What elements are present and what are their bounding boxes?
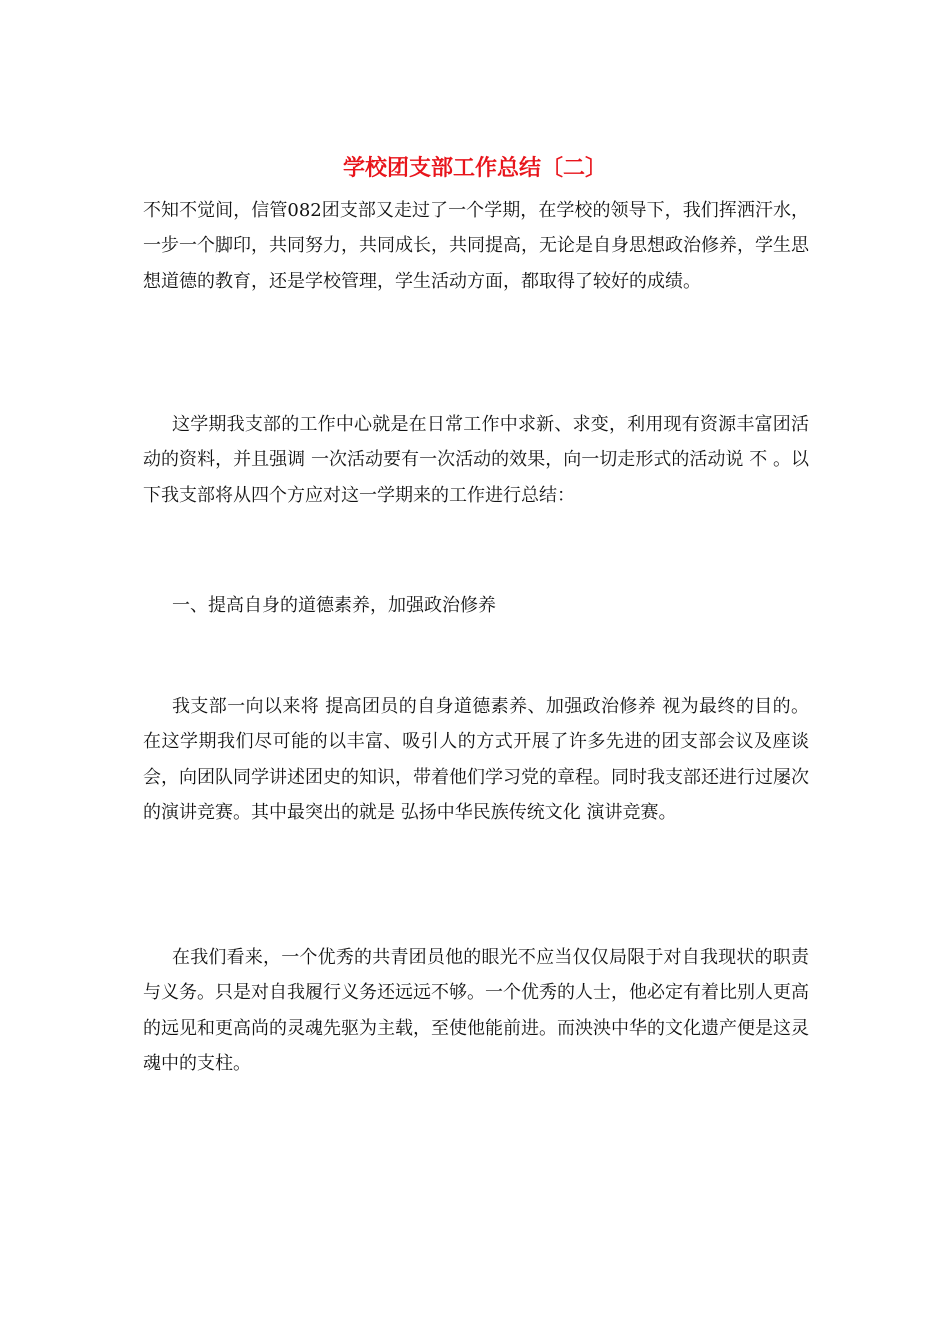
section-heading-1: 一、提高自身的道德素养，加强政治修养 <box>172 595 496 616</box>
paragraph-work-focus: 这学期我支部的工作中心就是在日常工作中求新、求变，利用现有资源丰富团活动的资料，并且强调 一次活动要有一次活动的效果，向一切走形式的活动说 不 。以下我支部将从四个方应对这一学期来的工作进行总结： <box>143 414 809 506</box>
paragraph-moral-cultivation: 我支部一向以来将 提高团员的自身道德素养、加强政治修养 视为最终的目的。在这学期我们尽可能的以丰富、吸引人的方式开展了许多先进的团支部会议及座谈会，向团队同学讲述团史的知识，带着他们学习党的章程。同时我支部还进行过屡次的演讲竞赛。其中最突出的就是 弘扬中华民族传统文化 演讲竞赛。 <box>143 696 809 823</box>
document-title: 学校团支部工作总结〔二〕 <box>342 155 607 181</box>
paragraph-vision: 在我们看来，一个优秀的共青团员他的眼光不应当仅仅局限于对自我现状的职责与义务。只是对自我履行义务还远远不够。一个优秀的人士，他必定有着比别人更高的远见和更高尚的灵魂先驱为主载，至使他能前进。而泱泱中华的文化遗产便是这灵魂中的支柱。 <box>143 947 809 1074</box>
paragraph-intro: 不知不觉间，信管082团支部又走过了一个学期，在学校的领导下，我们挥洒汗水，一步一个脚印，共同努力，共同成长，共同提高，无论是自身思想政治修养，学生思想道德的教育，还是学校管理，学生活动方面，都取得了较好的成绩。 <box>143 200 809 292</box>
